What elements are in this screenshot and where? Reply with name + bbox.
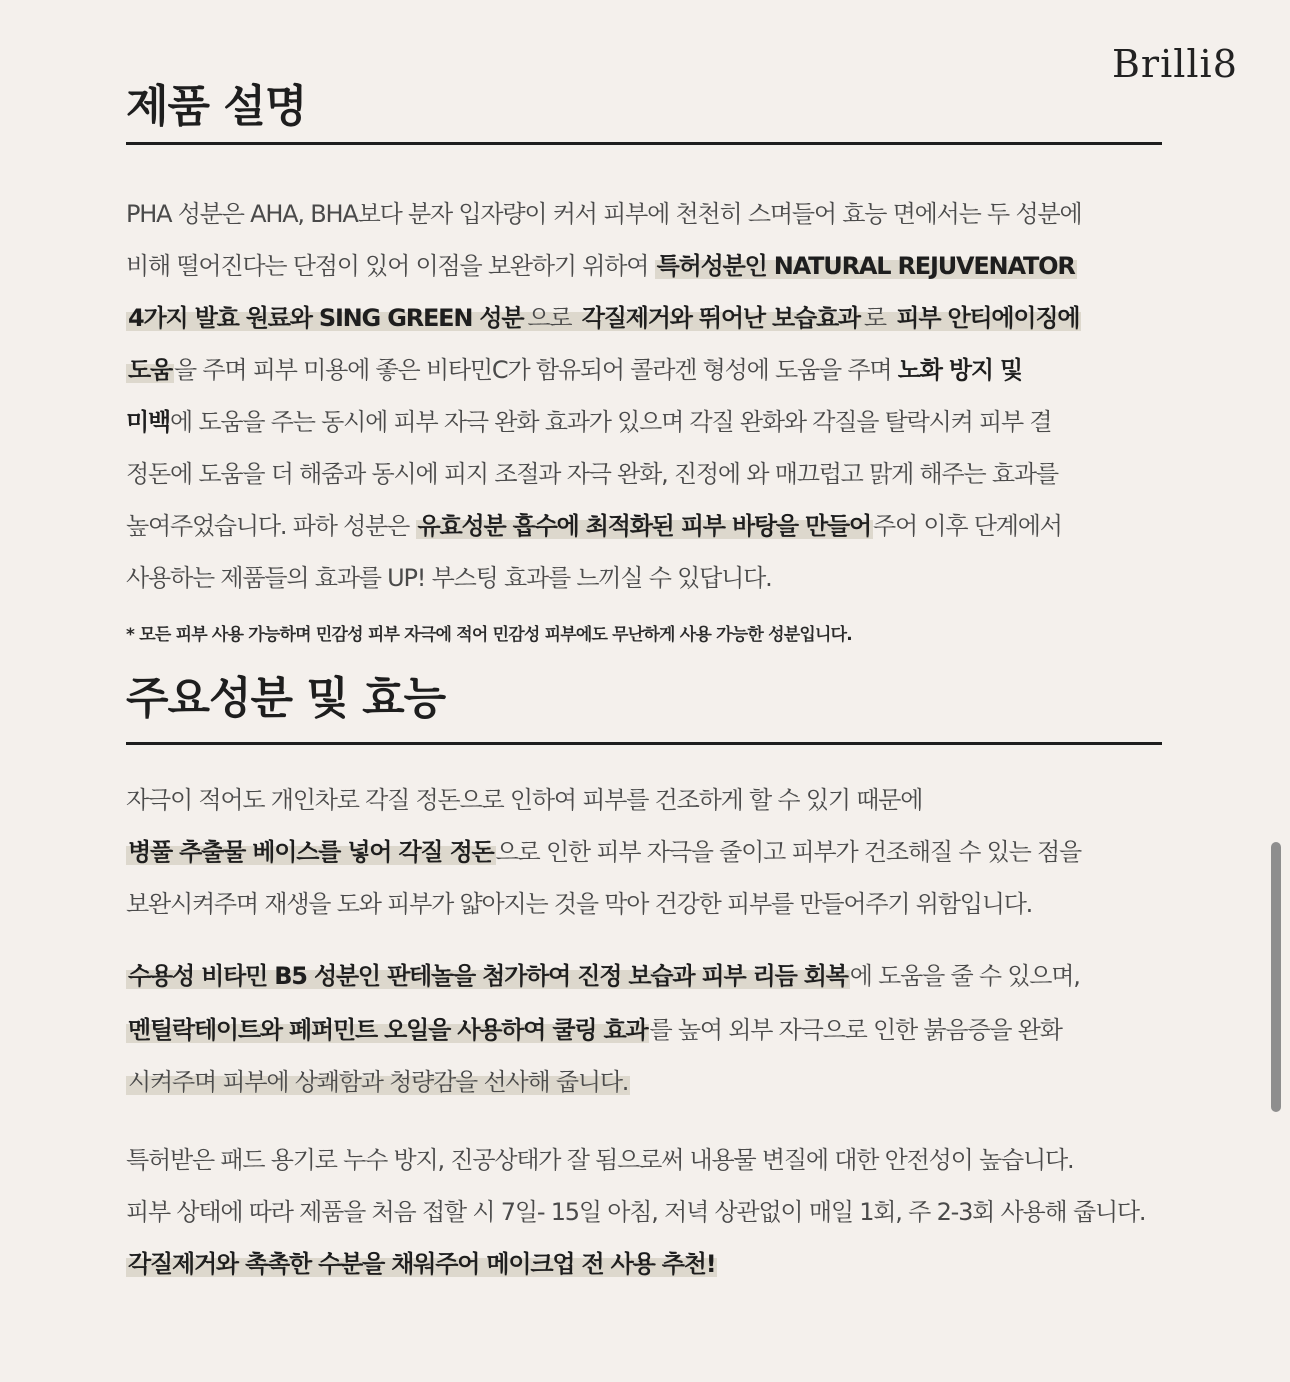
- text-line: [126, 344, 1022, 396]
- text-segment: PHA 성분은 AHA, BHA보다 분자 입자량이 커서 피부에 천천히 스며들어 효능 면에서는 두 성분에: [126, 200, 1082, 228]
- text-line: [126, 826, 1081, 878]
- text-segment: 특허받은 패드 용기로 누수 방지, 진공상태가 잘 됨으로써 내용물 변질에 대한 안전성이 높습니다.: [126, 1146, 1074, 1174]
- section-title-product-description: 제품 설명: [126, 81, 307, 132]
- text-line: [126, 292, 1081, 344]
- bold-text-segment: 피부 안티에이징에: [896, 304, 1080, 332]
- bold-text-segment: 멘틸락테이트와 페퍼민트 오일을 사용하여 쿨링 효과: [128, 1016, 648, 1044]
- bold-text-segment: 유효성분 흡수에 최적화된 피부 바탕을 만들어: [417, 512, 872, 540]
- footnote: * 모든 피부 사용 가능하며 민감성 피부 자극에 적어 민감성 피부에도 무난하게 사용 가능한 성분입니다.: [126, 625, 852, 645]
- text-line: [126, 1238, 717, 1290]
- text-segment: 사용하는 제품들의 효과를 UP! 부스팅 효과를 느끼실 수 있답니다.: [126, 564, 772, 592]
- text-segment: 보완시켜주며 재생을 도와 피부가 얇아지는 것을 막아 건강한 피부를 만들어주기 위함입니다.: [126, 890, 1033, 918]
- title-divider: [126, 742, 1162, 745]
- bold-text-segment: 도움: [128, 356, 172, 384]
- bold-text-segment: 미백: [126, 408, 170, 436]
- bold-text-segment: 각질제거와 촉촉한 수분을 채워주어 메이크업 전 사용 추천!: [128, 1250, 716, 1278]
- text-line: [126, 1186, 1145, 1238]
- text-segment: 으로: [527, 304, 578, 332]
- bold-text-segment: 수용성 비타민 B5 성분인 판테놀을 첨가하여 진정 보습과 피부 리듬 회복: [128, 962, 848, 990]
- text-line: [126, 500, 1062, 552]
- text-line: [126, 240, 1077, 292]
- section-title-key-ingredients: 주요성분 및 효능: [126, 673, 446, 724]
- bold-text-segment: 4가지 발효 원료와 SING GREEN 성분: [128, 304, 524, 332]
- text-segment: 시켜주며 피부에 상쾌함과 청량감을 선사해 줍니다.: [128, 1068, 629, 1096]
- bold-text-segment: 병풀 추출물 베이스를 넣어 각질 정돈: [128, 838, 494, 866]
- text-segment: 정돈에 도움을 더 해줌과 동시에 피지 조절과 자극 완화, 진정에 와 매끄럽고 맑게 해주는 효과를: [126, 460, 1058, 488]
- text-segment: 주어 이후 단계에서: [873, 512, 1062, 540]
- text-line: [126, 396, 1051, 448]
- brand-logo: Brilli8: [1112, 42, 1238, 86]
- bold-text-segment: 특허성분인 NATURAL REJUVENATOR: [656, 252, 1075, 280]
- text-line: [126, 552, 772, 604]
- title-divider: [126, 142, 1162, 145]
- text-line: [126, 448, 1058, 500]
- text-segment: 높여주었습니다. 파하 성분은: [126, 512, 416, 540]
- text-line: [126, 1004, 1062, 1056]
- bold-text-segment: 노화 방지 및: [897, 356, 1023, 384]
- text-segment: 을 주며 피부 미용에 좋은 비타민C가 함유되어 콜라겐 형성에 도움을 주며: [173, 356, 898, 384]
- text-segment: 피부 상태에 따라 제품을 처음 접할 시 7일- 15일 아침, 저녁 상관없이 매일 1회, 주 2-3회 사용해 줍니다.: [126, 1198, 1146, 1226]
- text-segment: 를 높여 외부 자극으로 인한 붉음증을 완화: [649, 1016, 1062, 1044]
- text-line: [126, 878, 1032, 930]
- text-line: [126, 774, 922, 826]
- text-segment: 비해 떨어진다는 단점이 있어 이점을 보완하기 위하여: [126, 252, 655, 280]
- bold-text-segment: 각질제거와 뛰어난 보습효과: [581, 304, 860, 332]
- text-line: [126, 188, 1081, 240]
- text-segment: 로: [863, 304, 893, 332]
- text-segment: 으로 인한 피부 자극을 줄이고 피부가 건조해질 수 있는 점을: [495, 838, 1082, 866]
- text-segment: 에 도움을 주는 동시에 피부 자극 완화 효과가 있으며 각질 완화와 각질을 탈락시켜 피부 결: [169, 408, 1052, 436]
- text-line: [126, 950, 1080, 1002]
- text-segment: 자극이 적어도 개인차로 각질 정돈으로 인하여 피부를 건조하게 할 수 있기 때문에: [126, 786, 923, 814]
- text-line: [126, 1134, 1073, 1186]
- scrollbar-thumb[interactable]: [1271, 842, 1281, 1112]
- text-line: [126, 1056, 630, 1108]
- text-segment: 에 도움을 줄 수 있으며,: [849, 962, 1080, 990]
